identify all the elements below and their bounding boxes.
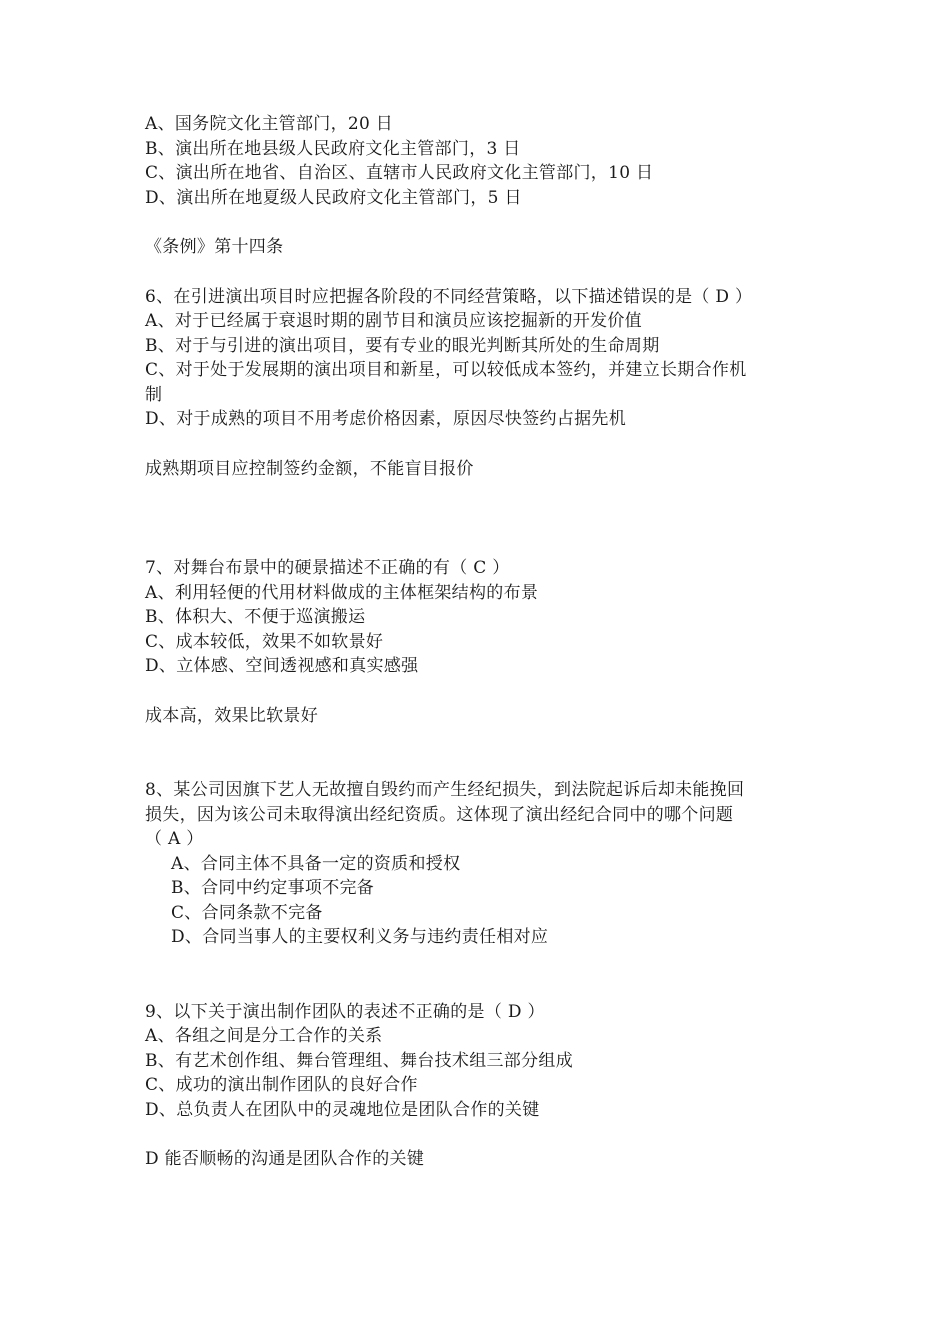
option-a: A、各组之间是分工合作的关系 [145,1026,383,1046]
option-c: C、演出所在地省、自治区、直辖市人民政府文化主管部门，10 日 [145,163,654,183]
option-c: C、对于处于发展期的演出项目和新星，可以较低成本签约，并建立长期合作机 制 [145,360,747,405]
option-c: C、合同条款不完备 [171,902,323,923]
question-7-block [145,556,825,728]
explanation-note: 成熟期项目应控制签约金额，不能盲目报价 [145,458,474,479]
option-c: C、成功的演出制作团队的良好合作 [145,1075,418,1095]
explanation-note: 成本高，效果比软景好 [145,705,318,726]
option-c: C、成本较低，效果不如软景好 [145,631,384,652]
question-text: 8、某公司因旗下艺人无故擅自毁约而产生经纪损失，到法院起诉后却未能挽回 损失，因为该公司未取得演出经纪资质。这体现了演出经纪合同中的哪个问题 （ A ） [145,780,745,849]
option-a: A、国务院文化主管部门，20 日 [145,114,394,134]
option-a: A、对于已经属于衰退时期的剧节目和演员应该挖掘新的开发价值 [145,311,642,331]
option-d: D、立体感、空间透视感和真实感强 [145,656,419,676]
question-6-block [145,285,825,482]
explanation-note: D 能否顺畅的沟通是团队合作的关键 [145,1149,425,1169]
option-a: A、合同主体不具备一定的资质和授权 [171,853,461,874]
question-9-block [145,1000,825,1172]
option-d: D、对于成熟的项目不用考虑价格因素，原因尽快签约占据先机 [145,409,627,429]
option-a: A、利用轻便的代用材料做成的主体框架结构的布景 [145,582,539,603]
question-text: 9、以下关于演出制作团队的表述不正确的是（ D ） [145,1001,545,1022]
option-b: B、有艺术创作组、舞台管理组、舞台技术组三部分组成 [145,1050,573,1071]
option-b: B、体积大、不便于巡演搬运 [145,607,366,627]
option-d: D、合同当事人的主要权利义务与违约责任相对应 [171,927,549,947]
option-b: B、演出所在地县级人民政府文化主管部门，3 日 [145,138,521,159]
option-b: B、合同中约定事项不完备 [171,878,375,898]
option-d: D、总负责人在团队中的灵魂地位是团队合作的关键 [145,1099,540,1120]
question-8-block [145,778,825,950]
question-text: 6、在引进演出项目时应把握各阶段的不同经营策略，以下描述错误的是（ D ） [145,286,753,307]
option-b: B、对于与引进的演出项目，要有专业的眼光判断其所处的生命周期 [145,335,660,356]
question-text: 7、对舞台布景中的硬景描述不正确的有（ C ） [145,558,510,578]
option-d: D、演出所在地夏级人民政府文化主管部门，5 日 [145,187,522,208]
prev-question-block [145,112,825,260]
explanation-note: 《条例》第十四条 [145,237,284,257]
document-page [145,112,825,1172]
